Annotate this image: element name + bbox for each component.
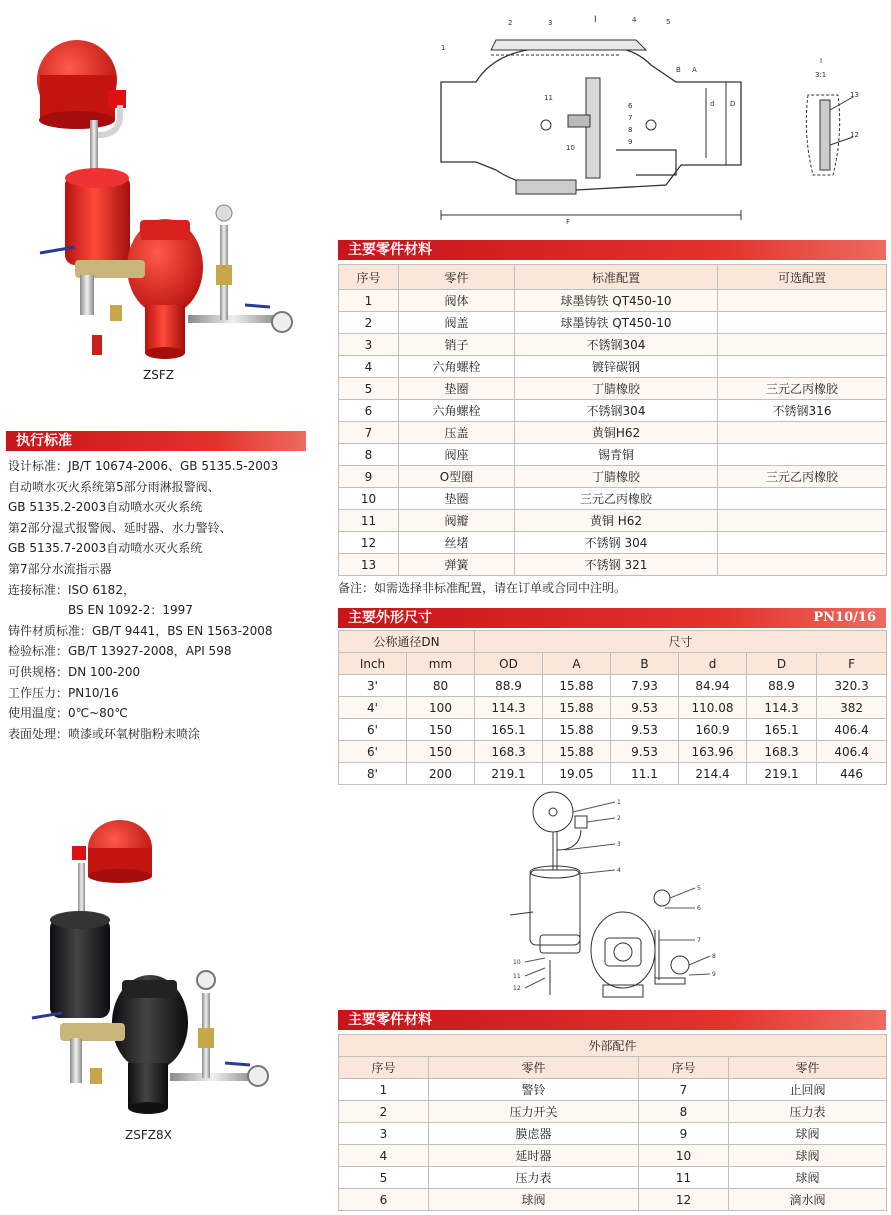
cell: 150 [407, 741, 475, 763]
group-header: 公称通径DN [339, 631, 475, 653]
valve-section-drawing [436, 10, 756, 228]
cell [718, 422, 887, 444]
table-row [339, 510, 887, 532]
table-row [339, 356, 887, 378]
assembly-label: 2 [617, 815, 621, 822]
assembly-label: 6 [697, 905, 701, 912]
col-header: D [747, 653, 817, 675]
standards-heading: 执行标准 [16, 433, 72, 449]
assembly-label: 3 [617, 841, 621, 848]
cell: 84.94 [679, 675, 747, 697]
cell: 丁腈橡胶 [515, 378, 718, 400]
cell: 8 [339, 444, 399, 466]
diagram-label: F [566, 218, 571, 226]
cell: 320.3 [817, 675, 887, 697]
assembly-label: 1 [617, 799, 621, 806]
cell: 2 [339, 312, 399, 334]
table-row [339, 312, 887, 334]
table-row [339, 1189, 887, 1211]
cell: 球墨铸铁 QT450-10 [515, 312, 718, 334]
diagram-label: 9 [628, 138, 633, 146]
assembly-label: 12 [513, 985, 521, 992]
table-row [339, 334, 887, 356]
cell: 8' [339, 763, 407, 785]
standards-line: 连接标准：ISO 6182， [8, 582, 135, 597]
cell: 15.88 [543, 741, 611, 763]
assembly-label: 8 [712, 953, 716, 960]
cell: 销子 [399, 334, 515, 356]
cell: 阀体 [399, 290, 515, 312]
table-row [339, 1101, 887, 1123]
cell: 7.93 [611, 675, 679, 697]
cell: 1 [339, 1079, 429, 1101]
diagram-label: B [676, 66, 681, 74]
detail-label: I [820, 57, 823, 65]
table-row [339, 741, 887, 763]
parts-note: 备注：如需选择非标准配置，请在订单或合同中注明。 [338, 581, 627, 595]
cell: 114.3 [475, 697, 543, 719]
cell: 5 [339, 1167, 429, 1189]
cell: 六角螺栓 [399, 356, 515, 378]
cell: 球阀 [729, 1145, 887, 1167]
table-row [339, 466, 887, 488]
cell: 12 [639, 1189, 729, 1211]
cell: 垫圈 [399, 378, 515, 400]
diagram-label: 3 [548, 19, 553, 27]
col-header: 可选配置 [718, 265, 887, 290]
standards-text [8, 456, 328, 744]
standards-line: 自动喷水灭火系统第5部分雨淋报警阀、 [8, 479, 220, 494]
cell: 163.96 [679, 741, 747, 763]
cell: 丝堵 [399, 532, 515, 554]
table-row [339, 1079, 887, 1101]
cell: 黄铜 H62 [515, 510, 718, 532]
col-header: 标准配置 [515, 265, 718, 290]
cell [718, 510, 887, 532]
parts-heading: 主要零件材料 [348, 242, 432, 258]
black-alarm-valve-photo [30, 818, 290, 1123]
col-header: d [679, 653, 747, 675]
col-header: mm [407, 653, 475, 675]
cell: 6' [339, 719, 407, 741]
detail-label: 13 [850, 91, 859, 99]
cell: 165.1 [475, 719, 543, 741]
standards-line: GB 5135.2-2003自动喷水灭火系统 [8, 500, 203, 515]
cell: 4 [339, 356, 399, 378]
cell: 12 [339, 532, 399, 554]
cell: 黄铜H62 [515, 422, 718, 444]
col-header: OD [475, 653, 543, 675]
diagram-label: 6 [628, 102, 633, 110]
col-header: 序号 [339, 1057, 429, 1079]
cell: 压力表 [429, 1167, 639, 1189]
cell: 5 [339, 378, 399, 400]
diagram-label: 11 [544, 94, 553, 102]
table-row [339, 1167, 887, 1189]
assembly-label: 11 [513, 973, 521, 980]
red-alarm-valve-photo [20, 35, 310, 365]
standards-line: 可供规格：DN 100-200 [8, 664, 141, 679]
diagram-label: I [594, 15, 597, 25]
cell: 9.53 [611, 719, 679, 741]
cell: 三元乙丙橡胶 [515, 488, 718, 510]
cell: 8 [639, 1101, 729, 1123]
cell: 垫圈 [399, 488, 515, 510]
cell: 延时器 [429, 1145, 639, 1167]
cell: 不锈钢304 [515, 334, 718, 356]
dims-heading-bar [338, 608, 886, 628]
cell: 219.1 [747, 763, 817, 785]
standards-line: GB 5135.7-2003自动喷水灭火系统 [8, 541, 203, 556]
table-row [339, 1145, 887, 1167]
assembly-label: 5 [697, 885, 701, 892]
standards-line: 第2部分湿式报警阀、延时器、水力警铃、 [8, 520, 232, 535]
cell: 不锈钢316 [718, 400, 887, 422]
cell: 膜虑器 [429, 1123, 639, 1145]
pressure-rating: PN10/16 [813, 610, 876, 625]
cell: 滴水阀 [729, 1189, 887, 1211]
standards-heading-bar [6, 431, 306, 451]
cell: 3 [339, 334, 399, 356]
parts-header-row [339, 265, 887, 290]
col-header: 零件 [399, 265, 515, 290]
cell: 球阀 [729, 1167, 887, 1189]
cell: 15.88 [543, 697, 611, 719]
cell: 80 [407, 675, 475, 697]
cell: 止回阀 [729, 1079, 887, 1101]
cell: 4' [339, 697, 407, 719]
detail-drawing [798, 55, 864, 185]
cell: 165.1 [747, 719, 817, 741]
cell: 7 [639, 1079, 729, 1101]
standards-line: 表面处理：喷漆或环氧树脂粉末喷涂 [8, 726, 201, 741]
table-row [339, 290, 887, 312]
cell: 9 [339, 466, 399, 488]
cell: 压力开关 [429, 1101, 639, 1123]
cell [718, 312, 887, 334]
cell: 3 [339, 1123, 429, 1145]
cell: 镀锌碳钢 [515, 356, 718, 378]
standards-line: 检验标准：GB/T 13927-2008，API 598 [8, 644, 232, 659]
assembly-label: 10 [513, 959, 521, 966]
cell: 406.4 [817, 719, 887, 741]
detail-label: 12 [850, 131, 859, 139]
cell: 六角螺栓 [399, 400, 515, 422]
table-row [339, 400, 887, 422]
cell: 11 [639, 1167, 729, 1189]
cell: 446 [817, 763, 887, 785]
cell: 88.9 [475, 675, 543, 697]
diagram-label: d [710, 100, 715, 108]
cell: 15.88 [543, 675, 611, 697]
diagram-label: D [730, 100, 736, 108]
assembly-label: 4 [617, 867, 621, 874]
cell [718, 334, 887, 356]
cell: 160.9 [679, 719, 747, 741]
table-row [339, 532, 887, 554]
table-row [339, 378, 887, 400]
cell [718, 444, 887, 466]
col-header: Inch [339, 653, 407, 675]
cell: 阀瓣 [399, 510, 515, 532]
cell: O型圈 [399, 466, 515, 488]
col-header: A [543, 653, 611, 675]
dims-group-row [339, 631, 887, 653]
diagram-label: A [692, 66, 697, 74]
table-row [339, 444, 887, 466]
cell: 200 [407, 763, 475, 785]
top-product-caption: ZSFZ [143, 368, 174, 382]
cell: 不锈钢304 [515, 400, 718, 422]
dims-subheader-row [339, 653, 887, 675]
cell: 11.1 [611, 763, 679, 785]
dimensions-table [338, 630, 887, 785]
diagram-label: 8 [628, 126, 633, 134]
standards-line: 设计标准：JB/T 10674-2006、GB 5135.5-2003 [8, 459, 279, 473]
cell [718, 290, 887, 312]
diagram-label: 4 [632, 16, 637, 24]
cell: 110.08 [679, 697, 747, 719]
cell: 214.4 [679, 763, 747, 785]
cell [718, 532, 887, 554]
parts-table [338, 264, 887, 576]
col-header: F [817, 653, 887, 675]
group-header: 尺寸 [475, 631, 887, 653]
col-header: 零件 [429, 1057, 639, 1079]
diagram-label: 2 [508, 19, 513, 27]
parts-heading-bar [338, 240, 886, 260]
external-heading-bar [338, 1010, 886, 1030]
table-row [339, 675, 887, 697]
cell: 1 [339, 290, 399, 312]
cell: 4 [339, 1145, 429, 1167]
diagram-label: 1 [441, 44, 446, 52]
cell: 丁腈橡胶 [515, 466, 718, 488]
cell: 球墨铸铁 QT450-10 [515, 290, 718, 312]
cell: 9.53 [611, 741, 679, 763]
cell: 三元乙丙橡胶 [718, 378, 887, 400]
external-heading: 主要零件材料 [348, 1012, 432, 1028]
cell: 6' [339, 741, 407, 763]
dims-heading: 主要外形尺寸 [348, 610, 432, 626]
cell: 阀座 [399, 444, 515, 466]
cell: 88.9 [747, 675, 817, 697]
cell: 168.3 [747, 741, 817, 763]
table-row [339, 554, 887, 576]
assembly-label: 9 [712, 971, 716, 978]
cell: 7 [339, 422, 399, 444]
cell: 压盖 [399, 422, 515, 444]
standards-line: 工作压力：PN10/16 [8, 685, 119, 700]
diagram-label: 5 [666, 18, 671, 26]
assembly-drawing [505, 790, 735, 1005]
table-row [339, 763, 887, 785]
cell: 10 [339, 488, 399, 510]
cell: 11 [339, 510, 399, 532]
cell: 9.53 [611, 697, 679, 719]
table-row [339, 697, 887, 719]
cell [718, 356, 887, 378]
table-row [339, 422, 887, 444]
cell: 6 [339, 400, 399, 422]
cell: 不锈钢 304 [515, 532, 718, 554]
cell: 球阀 [729, 1123, 887, 1145]
col-header: 序号 [339, 265, 399, 290]
cell: 弹簧 [399, 554, 515, 576]
cell: 6 [339, 1189, 429, 1211]
cell: 15.88 [543, 719, 611, 741]
cell: 19.05 [543, 763, 611, 785]
cell: 168.3 [475, 741, 543, 763]
detail-label: 3:1 [815, 71, 827, 79]
cell: 球阀 [429, 1189, 639, 1211]
cell: 382 [817, 697, 887, 719]
cell: 100 [407, 697, 475, 719]
cell: 219.1 [475, 763, 543, 785]
cell: 406.4 [817, 741, 887, 763]
group-header: 外部配件 [339, 1035, 887, 1057]
table-row [339, 719, 887, 741]
bottom-product-caption: ZSFZ8X [125, 1128, 172, 1142]
cell: 10 [639, 1145, 729, 1167]
table-row [339, 1123, 887, 1145]
cell: 114.3 [747, 697, 817, 719]
cell: 不锈钢 321 [515, 554, 718, 576]
col-header: 零件 [729, 1057, 887, 1079]
cell: 13 [339, 554, 399, 576]
cell: 压力表 [729, 1101, 887, 1123]
cell: 150 [407, 719, 475, 741]
standards-line: 使用温度：0℃~80℃ [8, 706, 128, 721]
cell: 3' [339, 675, 407, 697]
cell: 阀盖 [399, 312, 515, 334]
cell: 9 [639, 1123, 729, 1145]
external-parts-table [338, 1034, 887, 1211]
cell [718, 554, 887, 576]
standards-line: BS EN 1092-2：1997 [8, 603, 193, 618]
cell: 三元乙丙橡胶 [718, 466, 887, 488]
external-group-row [339, 1035, 887, 1057]
cell [718, 488, 887, 510]
external-header-row [339, 1057, 887, 1079]
table-row [339, 488, 887, 510]
diagram-label: 7 [628, 114, 633, 122]
standards-line: 第7部分水流指示器 [8, 561, 112, 576]
col-header: 序号 [639, 1057, 729, 1079]
diagram-label: 10 [566, 144, 575, 152]
assembly-label: 7 [697, 937, 701, 944]
cell: 锡青铜 [515, 444, 718, 466]
cell: 2 [339, 1101, 429, 1123]
cell: 警铃 [429, 1079, 639, 1101]
col-header: B [611, 653, 679, 675]
standards-line: 铸件材质标准：GB/T 9441，BS EN 1563-2008 [8, 623, 273, 638]
